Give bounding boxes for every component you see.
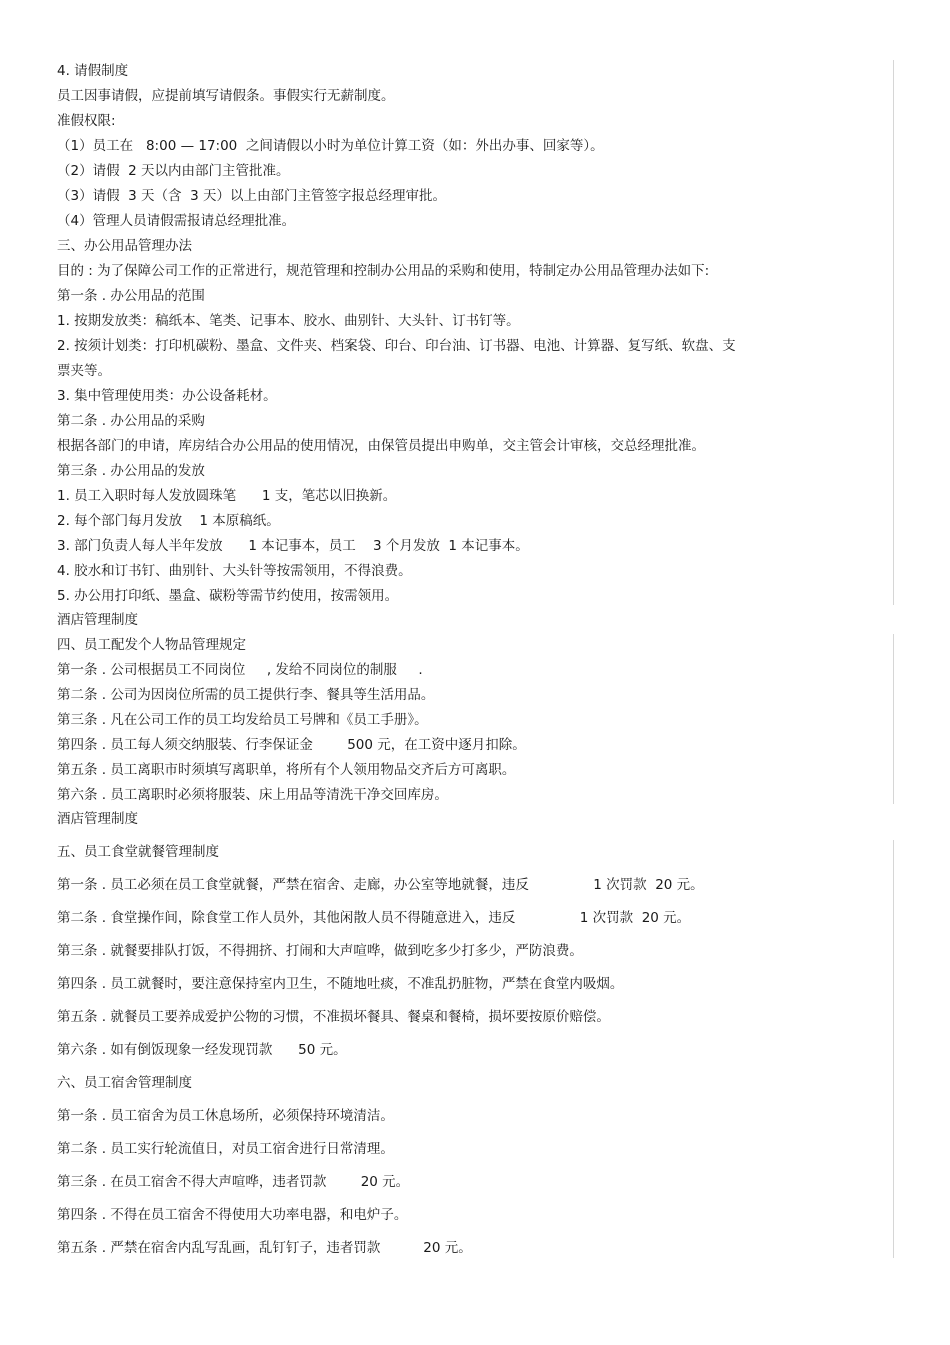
- article-line: 第六条 . 如有倒饭现象一经发现罚款 50 元。: [57, 1042, 347, 1058]
- article-line: 第六条 . 员工离职时必须将服装、床上用品等清洗干净交回库房。: [57, 787, 448, 803]
- article-line: 第一条 . 员工宿舍为员工休息场所，必须保持环境清洁。: [57, 1108, 394, 1124]
- article-heading: 第二条 . 办公用品的采购: [57, 413, 205, 429]
- article-line: 第一条 . 公司根据员工不同岗位 , 发给不同岗位的制服 .: [57, 662, 423, 678]
- article-line: 第五条 . 就餐员工要养成爱护公物的习惯，不准损坏餐具、餐桌和餐椅，损坏要按原价赔偿。: [57, 1009, 610, 1025]
- article-line: 第三条 . 凡在公司工作的员工均发给员工号牌和《员工手册》。: [57, 712, 428, 728]
- article-line: 第三条 . 就餐要排队打饭，不得拥挤、打闹和大声喧哗，做到吃多少打多少，严防浪费。: [57, 943, 583, 959]
- list-item: 2. 按须计划类：打印机碳粉、墨盒、文件夹、档案袋、印台、印台油、订书器、电池、计算器、复写纸、软盘、支: [57, 338, 736, 354]
- paragraph-line: 根据各部门的申请，库房结合办公用品的使用情况，由保管员提出申购单，交主管会计审核，交总经理批准。: [57, 438, 705, 454]
- article-line: 第三条 . 在员工宿舍不得大声喧哗，违者罚款 20 元。: [57, 1174, 410, 1190]
- list-item: （1）员工在 8:00 — 17:00 之间请假以小时为单位计算工资（如：外出办事、回家等）。: [57, 138, 604, 154]
- section-heading: 五、员工食堂就餐管理制度: [57, 844, 219, 860]
- article-heading: 第三条 . 办公用品的发放: [57, 463, 205, 479]
- section-heading: 四、员工配发个人物品管理规定: [57, 637, 246, 653]
- list-item: （4）管理人员请假需报请总经理批准。: [57, 213, 296, 229]
- article-line: 第二条 . 食堂操作间，除食堂工作人员外，其他闲散人员不得随意进入，违反 1 次罚款 20 元。: [57, 910, 691, 926]
- article-line: 第五条 . 员工离职市时须填写离职单，将所有个人领用物品交齐后方可离职。: [57, 762, 516, 778]
- article-line: 第四条 . 员工每人须交纳服装、行李保证金 500 元，在工资中逐月扣除。: [57, 737, 526, 753]
- article-line: 第二条 . 员工实行轮流值日，对员工宿舍进行日常清理。: [57, 1141, 394, 1157]
- list-item: 1. 按期发放类：稿纸本、笔类、记事本、胶水、曲别针、大头针、订书钉等。: [57, 313, 520, 329]
- article-line: 第一条 . 员工必须在员工食堂就餐，严禁在宿舍、走廊，办公室等地就餐，违反 1 次罚款 20 元。: [57, 877, 704, 893]
- list-item: 3. 集中管理使用类：办公设备耗材。: [57, 388, 277, 404]
- paragraph-line: 目的 : 为了保障公司工作的正常进行，规范管理和控制办公用品的采购和使用，特制定办公用品管理办法如下:: [57, 263, 710, 279]
- running-title: 酒店管理制度: [57, 612, 138, 628]
- heading-leave-policy: 4. 请假制度: [57, 63, 129, 79]
- section-heading: 六、员工宿舍管理制度: [57, 1075, 192, 1091]
- article-line: 第四条 . 不得在员工宿舍不得使用大功率电器，和电炉子。: [57, 1207, 408, 1223]
- article-line: 第四条 . 员工就餐时，要注意保持室内卫生，不随地吐痰，不准乱扔脏物，严禁在食堂内吸烟。: [57, 976, 624, 992]
- article-line: 第五条 . 严禁在宿舍内乱写乱画，乱钉钉子，违者罚款 20 元。: [57, 1240, 472, 1256]
- list-item: （2）请假 2 天以内由部门主管批准。: [57, 163, 290, 179]
- list-item: 3. 部门负责人每人半年发放 1 本记事本，员工 3 个月发放 1 本记事本。: [57, 538, 529, 554]
- paragraph-line: 准假权限:: [57, 113, 116, 129]
- list-item-continuation: 票夹等。: [57, 363, 111, 379]
- margin-rule-3: [893, 840, 894, 1258]
- list-item: （3）请假 3 天（含 3 天）以上由部门主管签字报总经理审批。: [57, 188, 447, 204]
- article-heading: 第一条 . 办公用品的范围: [57, 288, 205, 304]
- paragraph-line: 员工因事请假，应提前填写请假条。事假实行无薪制度。: [57, 88, 395, 104]
- list-item: 1. 员工入职时每人发放圆珠笔 1 支，笔芯以旧换新。: [57, 488, 397, 504]
- list-item: 5. 办公用打印纸、墨盒、碳粉等需节约使用，按需领用。: [57, 588, 399, 604]
- running-title: 酒店管理制度: [57, 811, 138, 827]
- margin-rule-2: [893, 634, 894, 804]
- section-heading: 三、办公用品管理办法: [57, 238, 192, 254]
- article-line: 第二条 . 公司为因岗位所需的员工提供行李、餐具等生活用品。: [57, 687, 435, 703]
- margin-rule-1: [893, 60, 894, 605]
- list-item: 2. 每个部门每月发放 1 本原稿纸。: [57, 513, 280, 529]
- list-item: 4. 胶水和订书钉、曲别针、大头针等按需领用，不得浪费。: [57, 563, 412, 579]
